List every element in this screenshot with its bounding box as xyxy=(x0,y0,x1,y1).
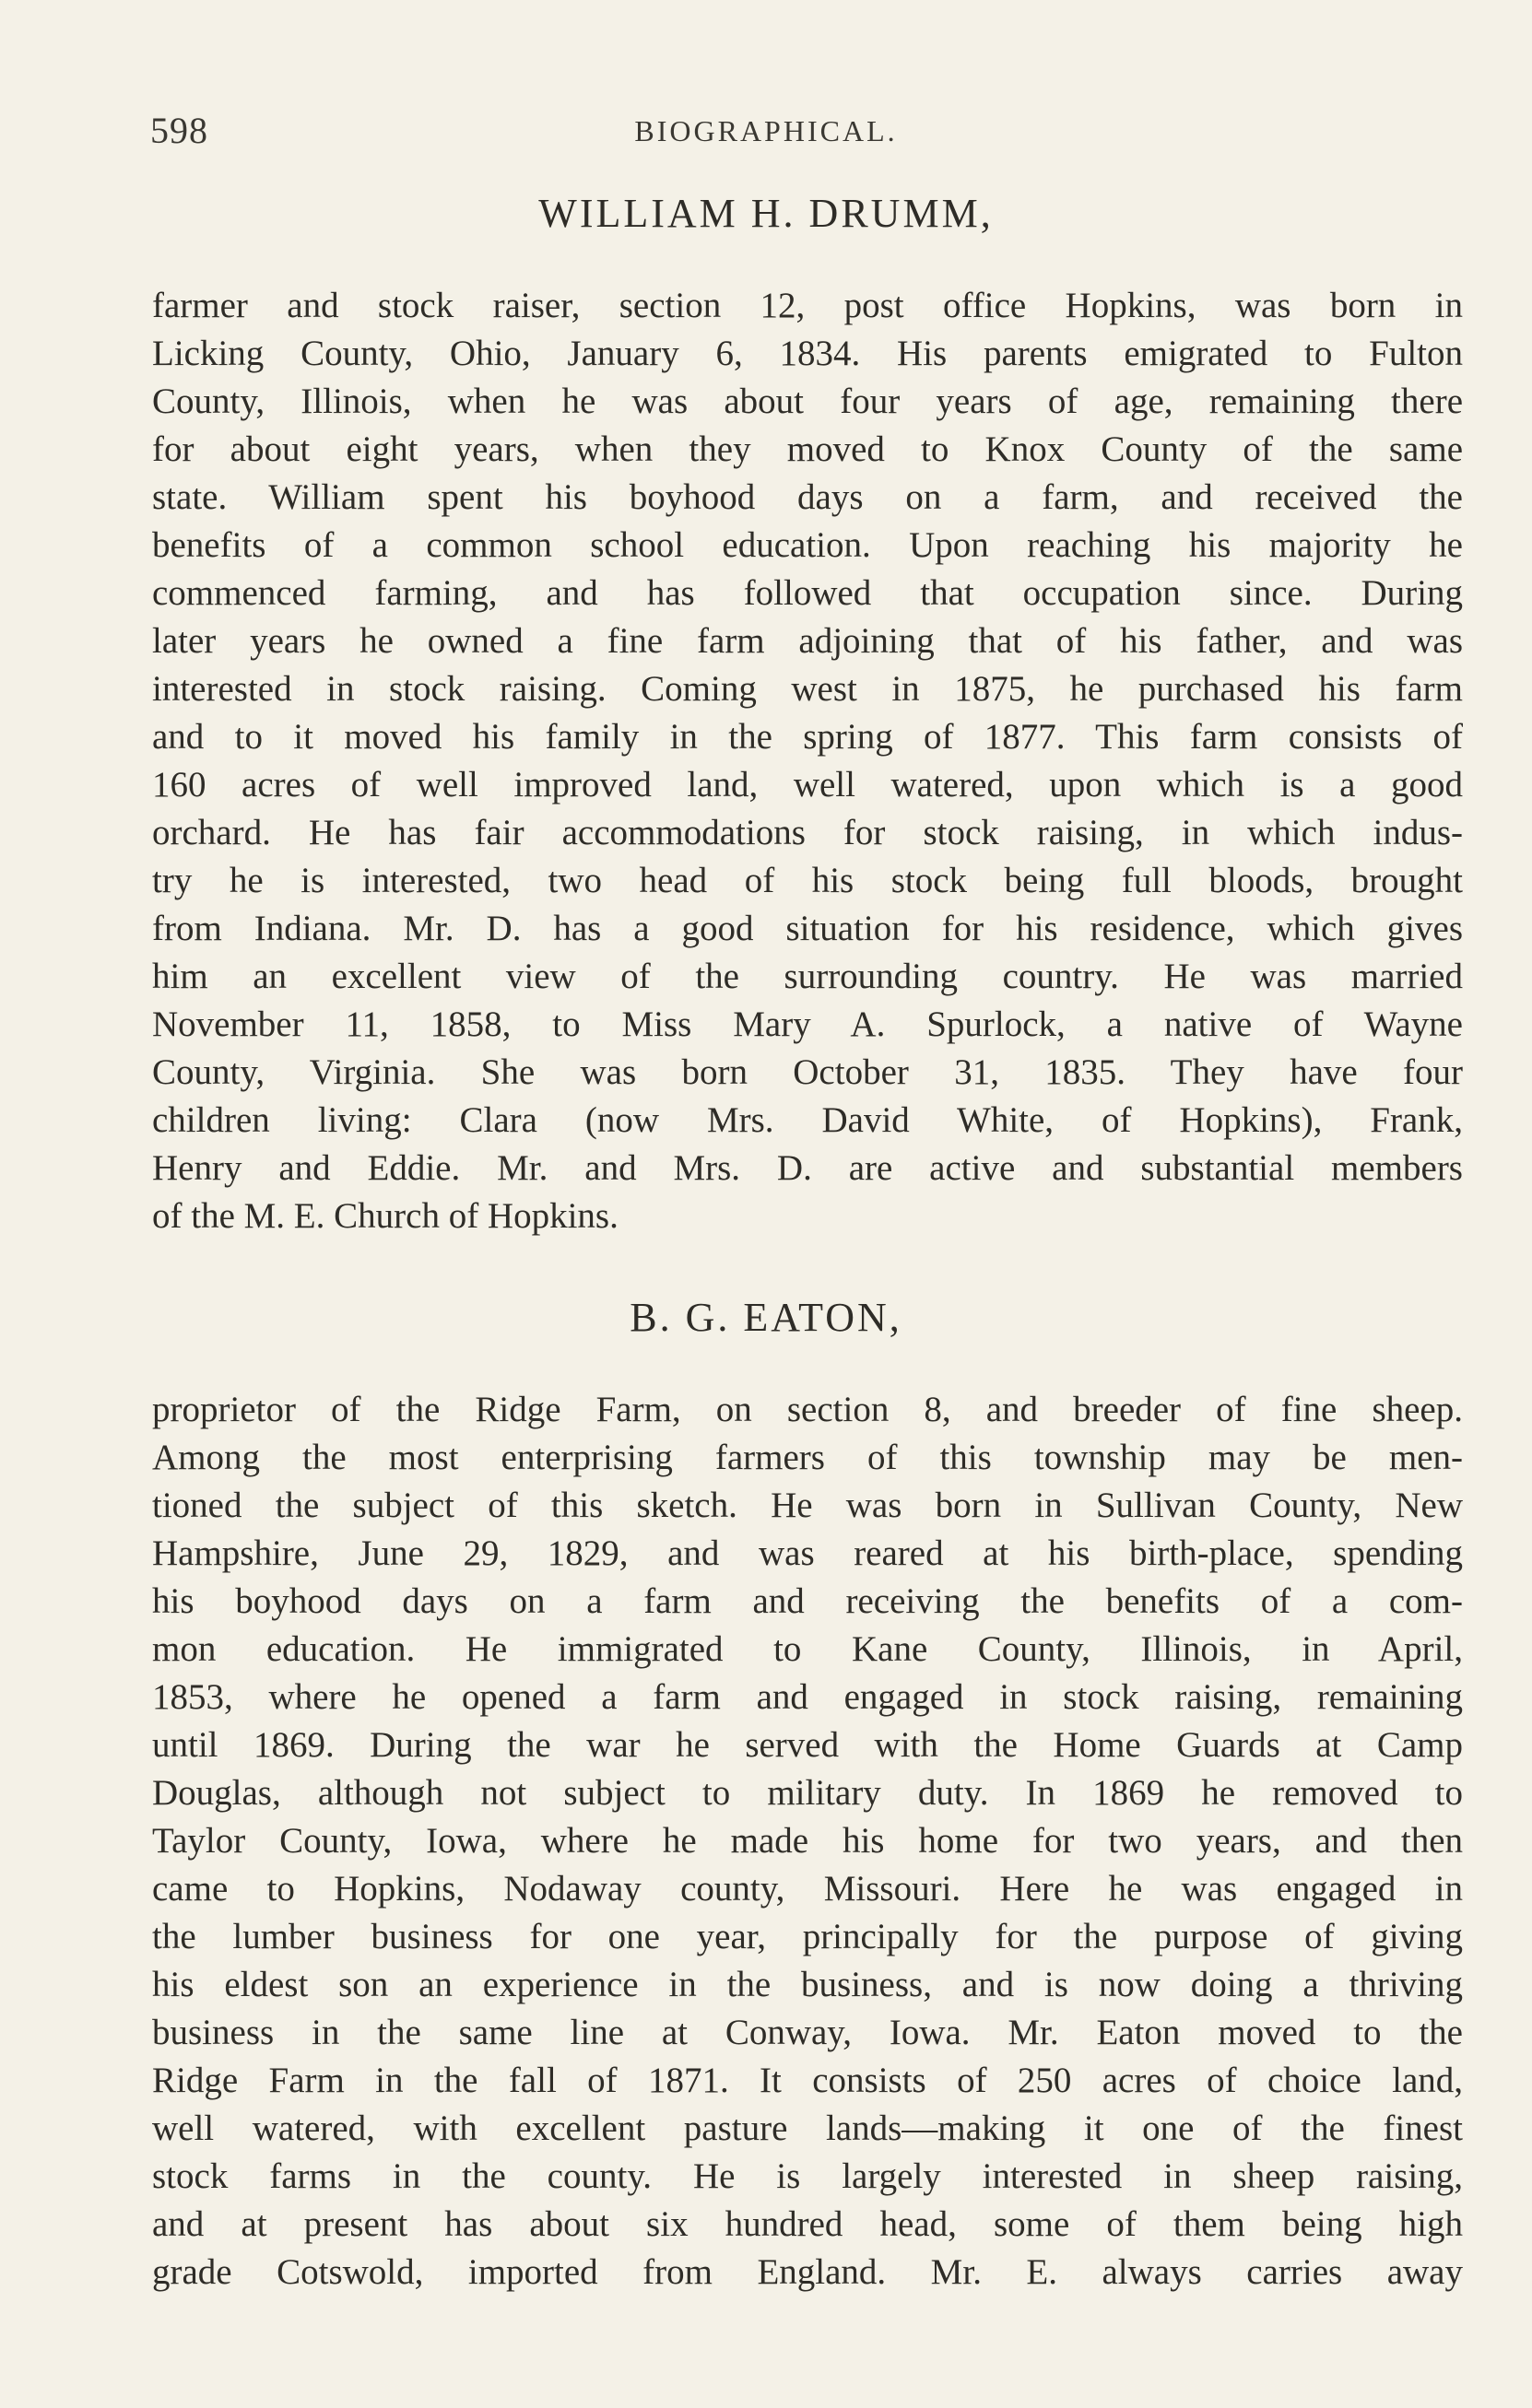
text-line: grade Cotswold, imported from England. Mr. E. always carries away xyxy=(152,2252,1463,2292)
entry-title-eaton: B. G. EATON, xyxy=(630,1295,902,1340)
running-head: BIOGRAPHICAL. xyxy=(634,114,898,147)
text-line: County, Virginia. She was born October 31, 1835. They have four xyxy=(152,1052,1463,1092)
text-line: business in the same line at Conway, Iowa. Mr. Eaton moved to the xyxy=(152,2013,1463,2052)
text-line: Henry and Eddie. Mr. and Mrs. D. are active and substantial members xyxy=(152,1148,1463,1188)
entry-title-drumm: WILLIAM H. DRUMM, xyxy=(538,191,994,236)
text-line: mon education. He immigrated to Kane County, Illinois, in April, xyxy=(152,1629,1463,1669)
text-line: his eldest son an experience in the business, and is now doing a thriving xyxy=(152,1965,1463,2004)
text-line: later years he owned a fine farm adjoining that of his father, and was xyxy=(152,621,1463,661)
text-line: from Indiana. Mr. D. has a good situation for his residence, which gives xyxy=(152,909,1463,948)
text-line: commenced farming, and has followed that occupation since. During xyxy=(152,573,1463,613)
text-line: 160 acres of well improved land, well watered, upon which is a good xyxy=(152,765,1463,805)
text-line: of the M. E. Church of Hopkins. xyxy=(152,1196,619,1236)
text-line: farmer and stock raiser, section 12, post office Hopkins, was born in xyxy=(152,286,1463,325)
text-line: children living: Clara (now Mrs. David White, of Hopkins), Frank, xyxy=(152,1100,1463,1140)
text-line: try he is interested, two head of his stock being full bloods, brought xyxy=(152,861,1463,900)
text-line: his boyhood days on a farm and receiving the benefits of a com- xyxy=(152,1581,1463,1621)
text-line: proprietor of the Ridge Farm, on section 8, and breeder of fine sheep. xyxy=(152,1390,1463,1429)
text-line: stock farms in the county. He is largely interested in sheep raising, xyxy=(152,2156,1463,2196)
text-line: orchard. He has fair accommodations for stock raising, in which indus- xyxy=(152,813,1463,852)
text-line: Douglas, although not subject to military duty. In 1869 he removed to xyxy=(152,1773,1463,1813)
text-line: Among the most enterprising farmers of this township may be men- xyxy=(152,1438,1463,1477)
text-line: state. William spent his boyhood days on a farm, and received the xyxy=(152,477,1463,517)
text-line: the lumber business for one year, principally for the purpose of giving xyxy=(152,1917,1463,1956)
text-line: until 1869. During the war he served with the Home Guards at Camp xyxy=(152,1725,1463,1765)
text-line: County, Illinois, when he was about four years of age, remaining there xyxy=(152,382,1463,421)
text-line: him an excellent view of the surrounding country. He was married xyxy=(152,957,1463,996)
text-line: tioned the subject of this sketch. He was born in Sullivan County, New xyxy=(152,1486,1463,1525)
entry-body-drumm xyxy=(152,282,1463,1240)
text-line: came to Hopkins, Nodaway county, Missouri. Here he was engaged in xyxy=(152,1869,1463,1909)
text-line: benefits of a common school education. Upon reaching his majority he xyxy=(152,525,1463,565)
text-line: Licking County, Ohio, January 6, 1834. His parents emigrated to Fulton xyxy=(152,334,1463,373)
text-line: November 11, 1858, to Miss Mary A. Spurlock, a native of Wayne xyxy=(152,1004,1463,1044)
text-line: and at present has about six hundred head, some of them being high xyxy=(152,2204,1463,2244)
text-line: Hampshire, June 29, 1829, and was reared at his birth-place, spending xyxy=(152,1533,1463,1573)
text-line: Ridge Farm in the fall of 1871. It consists of 250 acres of choice land, xyxy=(152,2061,1463,2100)
text-line: well watered, with excellent pasture lands—making it one of the finest xyxy=(152,2108,1463,2148)
text-line: Taylor County, Iowa, where he made his home for two years, and then xyxy=(152,1821,1463,1861)
page-number: 598 xyxy=(150,110,208,151)
text-line: and to it moved his family in the spring of 1877. This farm consists of xyxy=(152,717,1463,757)
text-line: 1853, where he opened a farm and engaged in stock raising, remaining xyxy=(152,1677,1463,1717)
entry-body-eaton xyxy=(152,1386,1463,2296)
text-line: for about eight years, when they moved to Knox County of the same xyxy=(152,429,1463,469)
text-line: interested in stock raising. Coming west in 1875, he purchased his farm xyxy=(152,669,1463,709)
